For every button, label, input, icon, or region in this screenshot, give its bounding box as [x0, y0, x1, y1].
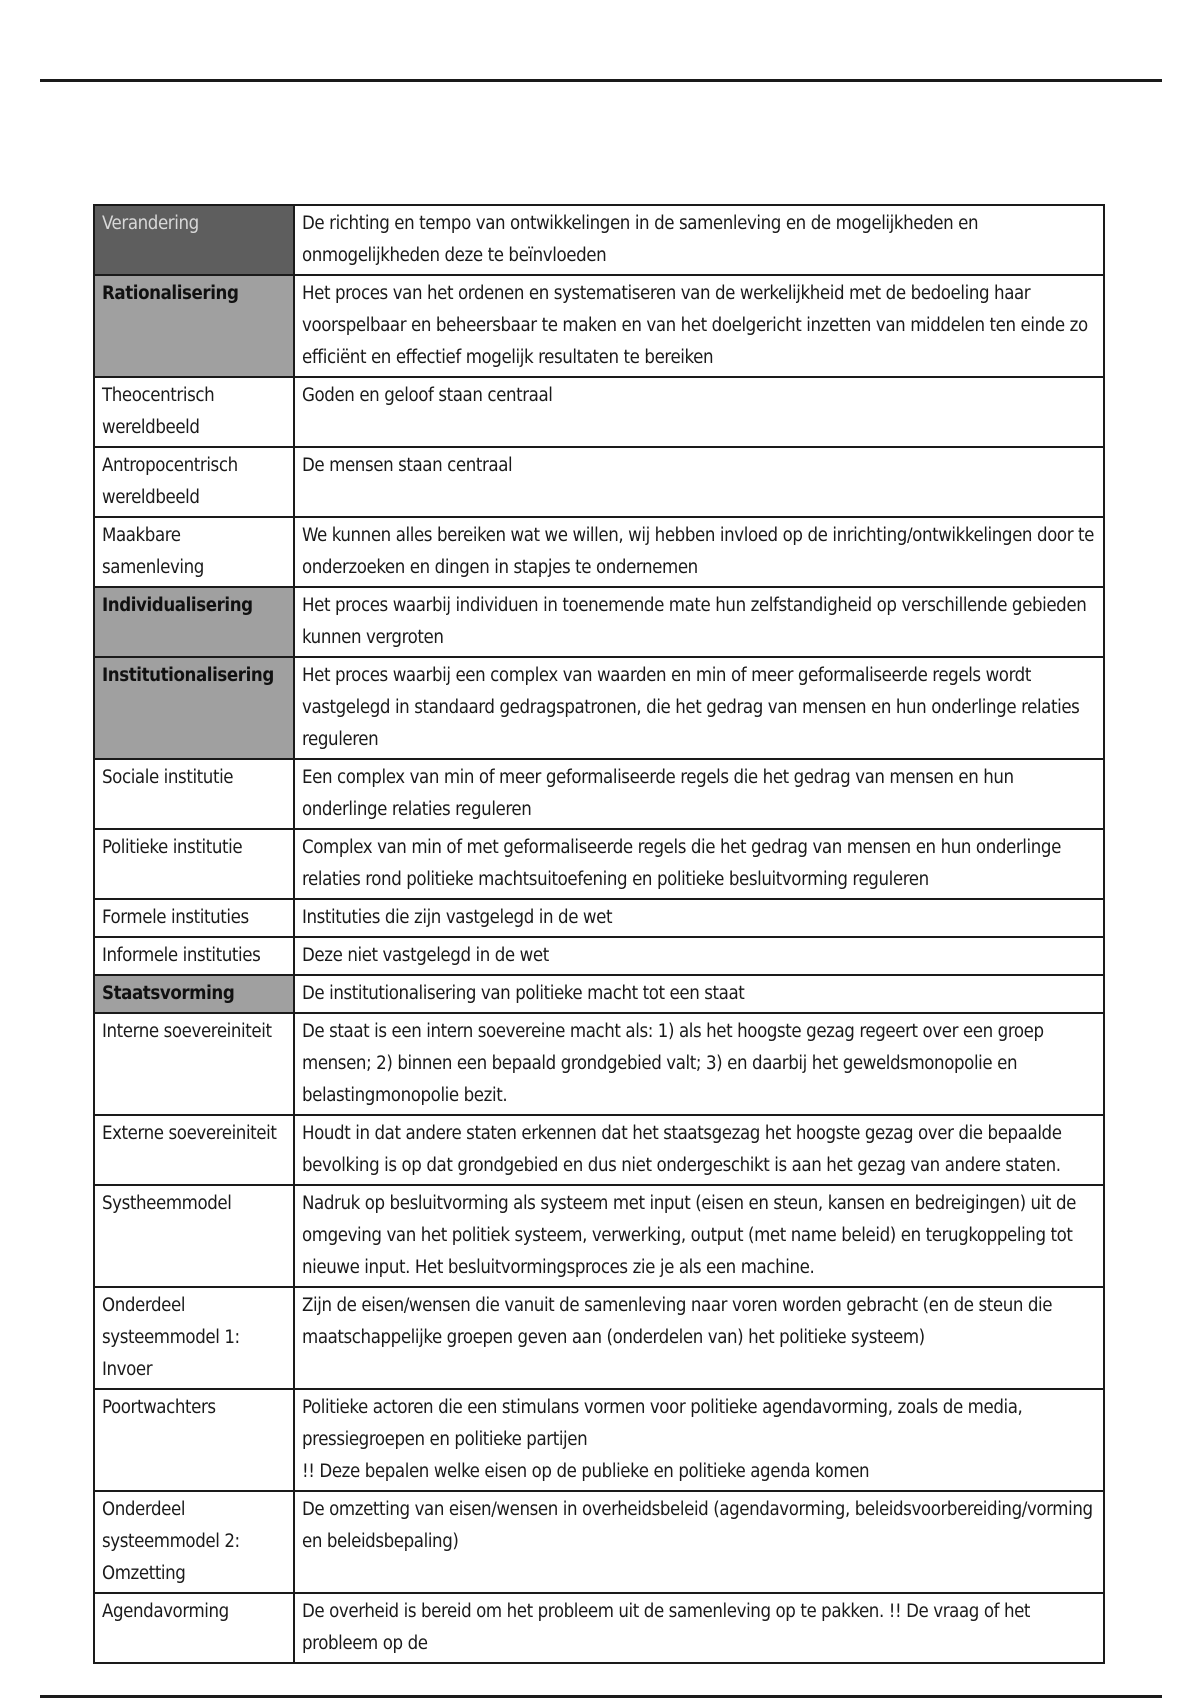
definition-cell [294, 275, 1104, 377]
term-institutionalisering: Institutionalisering [102, 665, 274, 686]
definition-text: De mensen staan centraal [302, 455, 513, 476]
term-rationalisering: Rationalisering [102, 283, 239, 304]
definition-note: !! Deze bepalen welke eisen op de publieke en politieke agenda komen [302, 1461, 870, 1482]
table-row [94, 899, 1104, 937]
definition-cell [294, 899, 1104, 937]
term-cell [94, 657, 294, 759]
table-row [94, 829, 1104, 899]
term-antropocentrisch-wereldbeeld: Antropocentrisch wereldbeeld [102, 455, 238, 508]
top-rule [40, 79, 1162, 82]
term-externe-soevereiniteit: Externe soevereiniteit [102, 1123, 277, 1144]
definition-text: We kunnen alles bereiken wat we willen, wij hebben invloed op de inrichting/ontwikkelingen door te onderzoeken en dingen in stapjes te ondernemen [302, 525, 1094, 578]
definition-text: Complex van min of met geformaliseerde regels die het gedrag van mensen en hun onderlinge relaties rond politieke machtsuitoefening en politieke besluitvorming reguleren [302, 837, 1061, 890]
table-row [94, 587, 1104, 657]
table-row [94, 1593, 1104, 1663]
definition-text: Zijn de eisen/wensen die vanuit de samenleving naar voren worden gebracht (en de steun die maatschappelijke groepen geven aan (onderdelen van) het politieke systeem) [302, 1295, 1053, 1348]
term-agendavorming: Agendavorming [102, 1601, 229, 1622]
table-row [94, 447, 1104, 517]
bottom-rule [40, 1695, 1162, 1698]
term-sociale-institutie: Sociale institutie [102, 767, 234, 788]
definition-text: Goden en geloof staan centraal [302, 385, 553, 406]
definition-text: Instituties die zijn vastgelegd in de wet [302, 907, 613, 928]
table-row [94, 275, 1104, 377]
definition-cell [294, 937, 1104, 975]
definition-cell [294, 517, 1104, 587]
term-cell [94, 759, 294, 829]
term-cell [94, 517, 294, 587]
definition-cell [294, 657, 1104, 759]
term-poortwachters: Poortwachters [102, 1397, 216, 1418]
definition-text: Het proces waarbij individuen in toenemende mate hun zelfstandigheid op verschillende gebieden kunnen vergroten [302, 595, 1087, 648]
term-systheemmodel: Systheemmodel [102, 1193, 232, 1214]
definition-cell [294, 1491, 1104, 1593]
table-row [94, 1185, 1104, 1287]
term-cell [94, 377, 294, 447]
term-onderdeel-systeemmodel-omzetting: Onderdeel systeemmodel 2: Omzetting [102, 1499, 240, 1584]
term-staatsvorming: Staatsvorming [102, 983, 235, 1004]
definition-cell [294, 205, 1104, 275]
definition-text: Deze niet vastgelegd in de wet [302, 945, 549, 966]
term-formele-instituties: Formele instituties [102, 907, 249, 928]
table-row [94, 377, 1104, 447]
table-row [94, 1389, 1104, 1491]
definition-cell [294, 1013, 1104, 1115]
definition-text: De omzetting van eisen/wensen in overheidsbeleid (agendavorming, beleidsvoorbereiding/vorming en beleidsbepaling) [302, 1499, 1093, 1552]
term-cell [94, 975, 294, 1013]
table-row [94, 759, 1104, 829]
definition-cell [294, 1287, 1104, 1389]
term-cell [94, 1491, 294, 1593]
table-row [94, 1115, 1104, 1185]
definition-text: Nadruk op besluitvorming als systeem met input (eisen en steun, kansen en bedreigingen) uit de omgeving van het politiek systeem, verwerking, output (met name beleid) en terugkoppeling tot nieuwe input. Het besluitvormingsproces zie je als een machine. [302, 1193, 1076, 1278]
term-cell [94, 587, 294, 657]
definition-cell [294, 587, 1104, 657]
term-cell [94, 447, 294, 517]
term-cell [94, 1013, 294, 1115]
term-cell [94, 937, 294, 975]
term-cell [94, 1287, 294, 1389]
glossary-table [93, 204, 1105, 1664]
term-informele-instituties: Informele instituties [102, 945, 261, 966]
term-verandering: Verandering [102, 213, 199, 234]
definition-cell [294, 377, 1104, 447]
table-row [94, 975, 1104, 1013]
definition-text: De overheid is bereid om het probleem uit de samenleving op te pakken. !! De vraag of het probleem op de [302, 1601, 1031, 1654]
term-cell [94, 899, 294, 937]
definition-cell [294, 1115, 1104, 1185]
term-cell [94, 829, 294, 899]
definition-cell [294, 1389, 1104, 1491]
term-interne-soevereiniteit: Interne soevereiniteit [102, 1021, 272, 1042]
term-cell [94, 275, 294, 377]
table-row [94, 205, 1104, 275]
term-politieke-institutie: Politieke institutie [102, 837, 243, 858]
table-row [94, 1491, 1104, 1593]
term-cell [94, 1593, 294, 1663]
term-onderdeel-systeemmodel-invoer: Onderdeel systeemmodel 1: Invoer [102, 1295, 240, 1380]
term-cell [94, 205, 294, 275]
term-cell [94, 1115, 294, 1185]
table-row [94, 937, 1104, 975]
term-cell [94, 1185, 294, 1287]
definition-cell [294, 975, 1104, 1013]
definition-text: Het proces van het ordenen en systematiseren van de werkelijkheid met de bedoeling haar voorspelbaar en beheersbaar te maken en van het doelgericht inzetten van middelen ten einde zo efficiënt en effectief mogelijk resultaten te bereiken [302, 283, 1088, 368]
definition-text: De institutionalisering van politieke macht tot een staat [302, 983, 745, 1004]
term-individualisering: Individualisering [102, 595, 253, 616]
definition-cell [294, 759, 1104, 829]
definition-text: Het proces waarbij een complex van waarden en min of meer geformaliseerde regels wordt vastgelegd in standaard gedragspatronen, die het gedrag van mensen en hun onderlinge relaties reguleren [302, 665, 1080, 750]
term-cell [94, 1389, 294, 1491]
definition-cell [294, 1593, 1104, 1663]
definition-text: De richting en tempo van ontwikkelingen in de samenleving en de mogelijkheden en onmogelijkheden deze te beïnvloeden [302, 213, 979, 266]
definition-text: Politieke actoren die een stimulans vormen voor politieke agendavorming, zoals de media, pressiegroepen en politieke partijen [302, 1397, 1023, 1450]
table-row [94, 517, 1104, 587]
term-maakbare-samenleving: Maakbare samenleving [102, 525, 204, 578]
definition-text: Houdt in dat andere staten erkennen dat het staatsgezag het hoogste gezag over die bepaalde bevolking is op dat grondgebied en dus niet ondergeschikt is aan het gezag van andere staten. [302, 1123, 1062, 1176]
definition-cell [294, 447, 1104, 517]
definition-cell [294, 829, 1104, 899]
table-row [94, 1013, 1104, 1115]
definition-text: De staat is een intern soevereine macht als: 1) als het hoogste gezag regeert over een groep mensen; 2) binnen een bepaald grondgebied valt; 3) en daarbij het geweldsmonopolie en belastingmonopolie bezit. [302, 1021, 1044, 1106]
term-theocentrisch-wereldbeeld: Theocentrisch wereldbeeld [102, 385, 215, 438]
definition-cell [294, 1185, 1104, 1287]
table-row [94, 657, 1104, 759]
table-row [94, 1287, 1104, 1389]
definition-text: Een complex van min of meer geformaliseerde regels die het gedrag van mensen en hun onderlinge relaties reguleren [302, 767, 1014, 820]
